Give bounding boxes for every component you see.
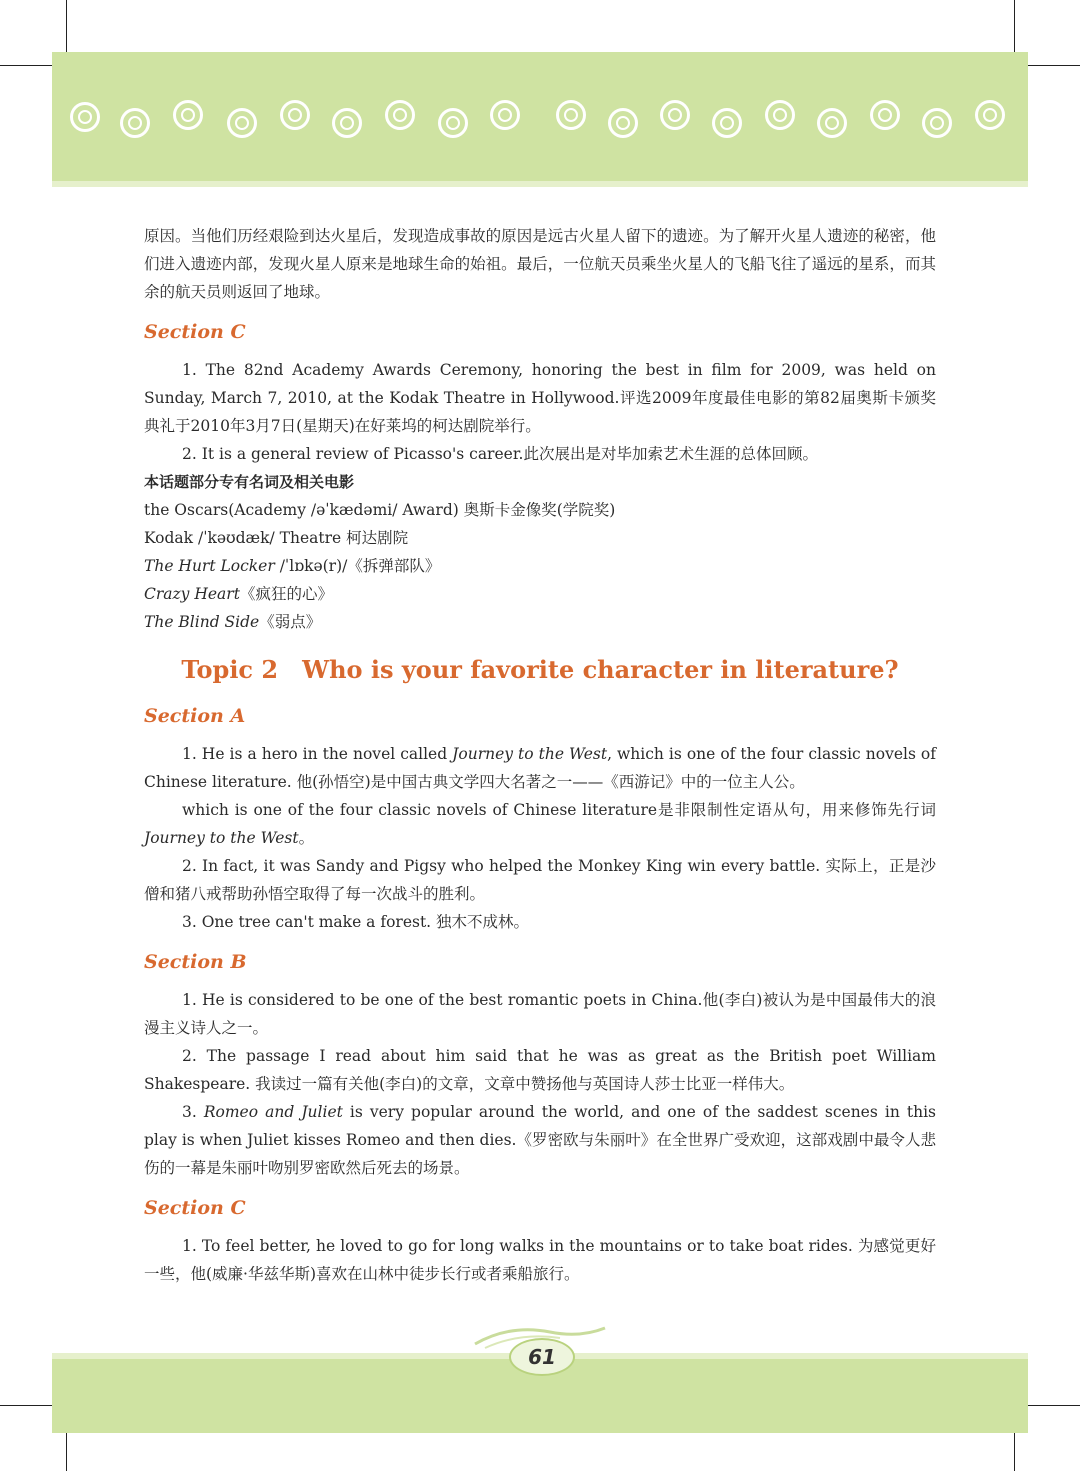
section-a-heading: Section A — [144, 705, 246, 727]
text-run: is very popular around the world, and one of the saddest scenes in this play is when Juliet kisses Romeo and then dies.《罗密欧与朱丽叶》在全世界广受欢迎，这部戏剧中最令人悲伤的一幕是朱丽叶吻别罗密欧然后死去的场景。 — [144, 1103, 936, 1177]
crop-mark — [0, 65, 52, 66]
ring-decoration-icon — [870, 100, 900, 130]
page-number: 61 — [509, 1338, 575, 1376]
ring-decoration-icon — [173, 100, 203, 130]
ring-decoration-icon — [120, 108, 150, 138]
ring-decoration-icon — [438, 108, 468, 138]
ring-decoration-icon — [765, 100, 795, 130]
section-b-item-2: 2. The passage I read about him said that he was as great as the British poet William Shakespeare. 我读过一篇有关他(李白)的文章，文章中赞扬他与英国诗人莎士比亚一样伟大。 — [144, 1047, 936, 1093]
crop-mark — [1014, 0, 1015, 52]
term-oscars: the Oscars(Academy /əˈkædəmi/ Award) 奥斯卡金像奖(学院奖) — [144, 501, 616, 519]
ring-decoration-icon — [817, 108, 847, 138]
ring-decoration-icon — [556, 100, 586, 130]
page-content — [144, 222, 936, 1288]
section-c-item-1: 1. To feel better, he loved to go for long walks in the mountains or to take boat rides. 为感觉更好一些，他(威廉·华兹华斯)喜欢在山林中徒步长行或者乘船旅行。 — [144, 1237, 936, 1283]
text-run: which is one of the four classic novels of Chinese literature是非限制性定语从句，用来修饰先行词 — [182, 801, 936, 819]
term-blind-side — [144, 608, 936, 636]
terms-heading: 本话题部分专有名词及相关电影 — [144, 473, 355, 491]
ring-decoration-icon — [975, 100, 1005, 130]
section-a-note — [144, 796, 936, 852]
header-band — [52, 52, 1028, 187]
ring-decoration-icon — [922, 108, 952, 138]
ring-decoration-icon — [712, 108, 742, 138]
topic-title: Who is your favorite character in literature? — [302, 655, 899, 684]
film-translation: 《疯狂的心》 — [239, 585, 333, 603]
film-title: The Hurt Locker — [144, 557, 275, 575]
ring-decoration-icon — [660, 100, 690, 130]
section-c-heading: Section C — [144, 321, 246, 343]
book-title: Journey to the West — [452, 745, 608, 763]
film-title: The Blind Side — [144, 613, 260, 631]
section-a-item-3: 3. One tree can't make a forest. 独木不成林。 — [182, 913, 530, 931]
section-b-item-1: 1. He is considered to be one of the best romantic poets in China.他(李白)被认为是中国最伟大的浪漫主义诗人之一。 — [144, 991, 936, 1037]
crop-mark — [1028, 65, 1080, 66]
film-translation: 《弱点》 — [259, 613, 322, 631]
ring-decoration-icon — [332, 108, 362, 138]
play-title: Romeo and Juliet — [203, 1103, 343, 1121]
ring-decoration-icon — [385, 100, 415, 130]
topic-heading — [144, 650, 936, 690]
crop-mark — [0, 1405, 52, 1406]
section-c-heading: Section C — [144, 1197, 246, 1219]
book-title: Journey to the West — [144, 829, 299, 847]
text-run: , which is one of the four classic novels of Chinese literature. 他(孙悟空)是中国古典文学四大名著之一——《西游记》中的一位主人公。 — [144, 745, 937, 791]
text-run: 1. He is a hero in the novel called — [182, 745, 453, 763]
ring-decoration-icon — [227, 108, 257, 138]
term-kodak: Kodak /ˈkəʊdæk/ Theatre 柯达剧院 — [144, 529, 409, 547]
text-run: 3. — [182, 1103, 204, 1121]
section-b-heading: Section B — [144, 951, 247, 973]
section-c-item-1: 1. The 82nd Academy Awards Ceremony, honoring the best in film for 2009, was held on Sunday, March 7, 2010, at the Kodak Theatre in Hollywood.评选2009年度最佳电影的第82届奥斯卡颁奖典礼于2010年3月7日(星期天)在好莱坞的柯达剧院举行。 — [144, 361, 936, 435]
ring-decoration-icon — [608, 108, 638, 138]
ring-decoration-icon — [280, 100, 310, 130]
film-title: Crazy Heart — [144, 585, 240, 603]
section-c-item-2: 2. It is a general review of Picasso's career.此次展出是对毕加索艺术生涯的总体回顾。 — [182, 445, 818, 463]
section-b-item-3 — [144, 1098, 936, 1182]
section-a-item-2: 2. In fact, it was Sandy and Pigsy who helped the Monkey King win every battle. 实际上，正是沙僧和猪八戒帮助孙悟空取得了每一次战斗的胜利。 — [144, 857, 936, 903]
ring-decoration-icon — [70, 102, 100, 132]
text-run: 。 — [298, 829, 315, 847]
ring-decoration-icon — [490, 100, 520, 130]
intro-paragraph: 原因。当他们历经艰险到达火星后，发现造成事故的原因是远古火星人留下的遗迹。为了解开火星人遗迹的秘密，他们进入遗迹内部，发现火星人原来是地球生命的始祖。最后，一位航天员乘坐火星人的飞船飞往了遥远的星系，而其余的航天员则返回了地球。 — [144, 227, 936, 301]
topic-label: Topic 2 — [181, 655, 279, 684]
term-crazy-heart — [144, 580, 936, 608]
header-stripe — [52, 181, 1028, 187]
crop-mark — [1028, 1405, 1080, 1406]
term-hurt-locker — [144, 552, 936, 580]
film-translation: /ˈlɒkə(r)/《拆弹部队》 — [274, 557, 441, 575]
section-a-item-1 — [144, 740, 936, 796]
crop-mark — [66, 0, 67, 52]
